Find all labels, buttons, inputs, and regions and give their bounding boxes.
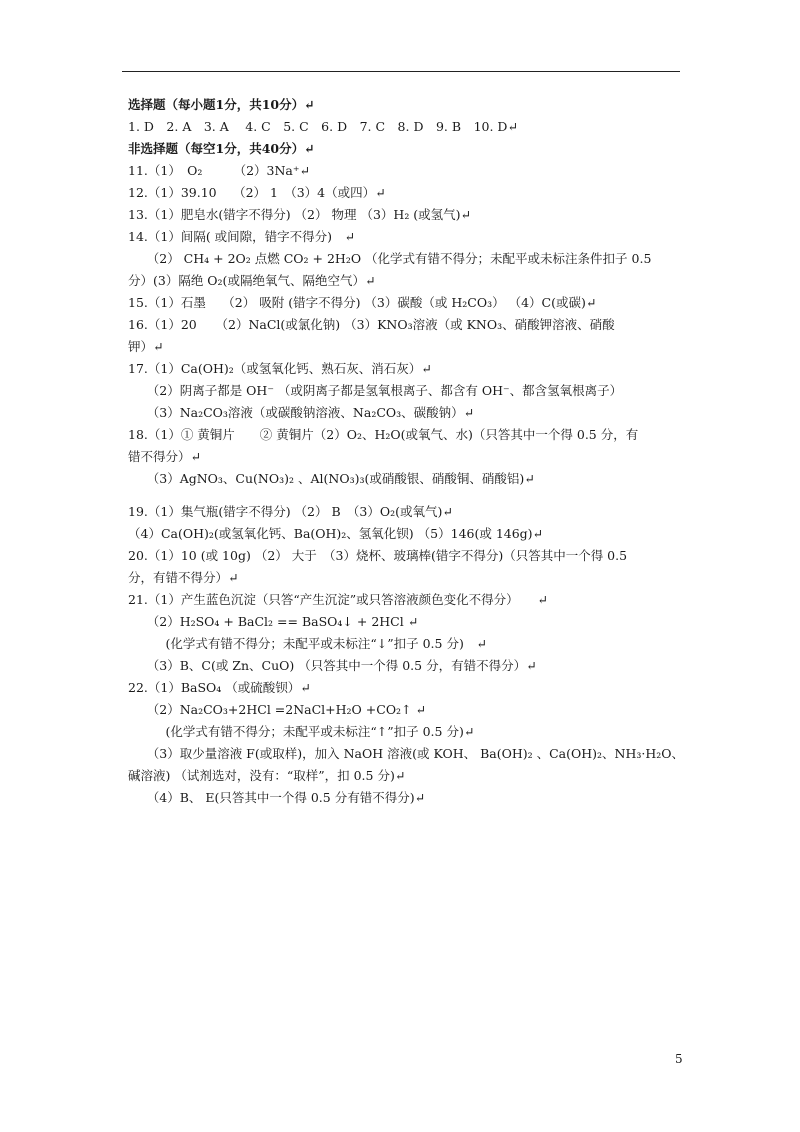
header-rule [122, 71, 680, 72]
answer-line: 钾）↵ [128, 339, 164, 354]
answer-line: （2） CH₄ + 2O₂ 点燃 CO₂ + 2H₂O （化学式有错不得分；未配平或未标注条件扣子 0.5 [128, 251, 652, 266]
answer-line: 13.（1）肥皂水(错字不得分) （2） 物理 （3）H₂ (或氢气)↵ [128, 207, 472, 222]
answer-line: （2）阴离子都是 OH⁻ （或阴离子都是氢氧根离子、都含有 OH⁻、都含氢氧根离子） [128, 383, 623, 398]
answer-line: 错不得分）↵ [128, 449, 201, 464]
answer-line: （3）Na₂CO₃溶液（或碳酸钠溶液、Na₂CO₃、碳酸钠）↵ [128, 405, 475, 420]
answer-line: 碱溶液) （试剂选对，没有：“取样”，扣 0.5 分)↵ [128, 768, 406, 783]
answer-line: 11.（1） O₂ （2）3Na⁺↵ [128, 163, 310, 178]
answer-line: 21.（1）产生蓝色沉淀（只答“产生沉淀”或只答溶液颜色变化不得分） ↵ [128, 592, 548, 607]
answer-line: （3）B、C(或 Zn、CuO) （只答其中一个得 0.5 分，有错不得分）↵ [128, 658, 537, 673]
page-number: 5 [675, 1052, 683, 1066]
answer-line: （3）取少量溶液 F(或取样)，加入 NaOH 溶液(或 KOH、 Ba(OH)₂ 、Ca(OH)₂、NH₃·H₂O、 [128, 746, 685, 761]
choice-answers: 1. D 2. A 3. A 4. C 5. C 6. D 7. C 8. D 9. B 10. D↵ [128, 119, 518, 134]
answer-line: 19.（1）集气瓶(错字不得分) （2） B （3）O₂(或氧气)↵ [128, 504, 453, 519]
answer-line: 12.（1）39.10 （2） 1 （3）4（或四）↵ [128, 185, 386, 200]
section-heading-nonchoice: 非选择题（每空1分，共40分）↵ [128, 141, 315, 156]
answer-line: (化学式有错不得分；未配平或未标注“↓”扣子 0.5 分) ↵ [128, 636, 487, 651]
answer-line: （2）H₂SO₄ + BaCl₂ == BaSO₄↓ + 2HCl ↵ [128, 614, 419, 629]
answer-line: (化学式有错不得分；未配平或未标注“↑”扣子 0.5 分)↵ [128, 724, 475, 739]
answer-line: 20.（1）10 (或 10g) （2） 大于 （3）烧杯、玻璃棒(错字不得分)（只答其中一个得 0.5 [128, 548, 628, 563]
answer-line: 16.（1）20 （2）NaCl(或氯化钠) （3）KNO₃溶液（或 KNO₃、硝酸钾溶液、硝酸 [128, 317, 615, 332]
answer-line: （3）AgNO₃、Cu(NO₃)₂ 、Al(NO₃)₃(或硝酸银、硝酸铜、硝酸铝)↵ [128, 471, 535, 486]
answer-line: 22.（1）BaSO₄ （或硫酸钡）↵ [128, 680, 311, 695]
answer-line: （4）B、 E(只答其中一个得 0.5 分有错不得分)↵ [128, 790, 426, 805]
answer-line: 18.（1）① 黄铜片 ② 黄铜片（2）O₂、H₂O(或氧气、水)（只答其中一个得 0.5 分，有 [128, 427, 639, 442]
answer-line: 分，有错不得分）↵ [128, 570, 239, 585]
answer-line: （2）Na₂CO₃+2HCl =2NaCl+H₂O +CO₂↑ ↵ [128, 702, 426, 717]
answer-line: （4）Ca(OH)₂(或氢氧化钙、Ba(OH)₂、氢氧化钡) （5）146(或 146g)↵ [128, 526, 544, 541]
section-heading-choice: 选择题（每小题1分，共10分）↵ [128, 97, 315, 112]
answer-line: 15.（1）石墨 （2） 吸附 (错字不得分) （3）碳酸（或 H₂CO₃） （4）C(或碳)↵ [128, 295, 597, 310]
answer-line: 14.（1）间隔( 或间隙，错字不得分) ↵ [128, 229, 356, 244]
answer-line: 17.（1）Ca(OH)₂（或氢氧化钙、熟石灰、消石灰）↵ [128, 361, 432, 376]
answer-line: 分）(3）隔绝 O₂(或隔绝氧气、隔绝空气）↵ [128, 273, 376, 288]
